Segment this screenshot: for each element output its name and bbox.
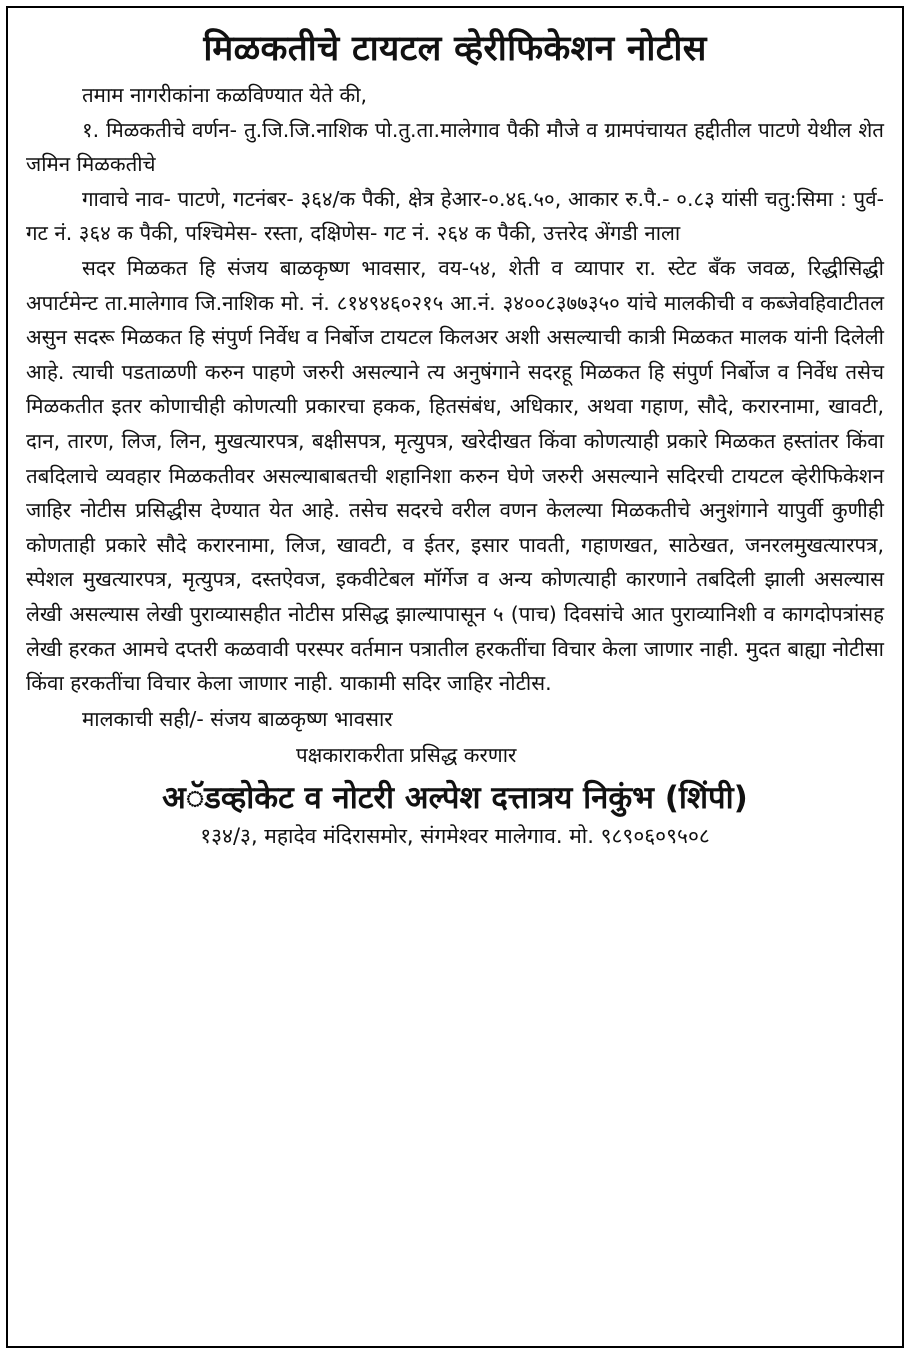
notice-box [6,6,904,1348]
property-description: १. मिळकतीचे वर्णन- तु.जि.जि.नाशिक पो.तु.ता.मालेगाव पैकी मौजे व ग्रामपंचायत हद्दीतील पाटणे येथील शेत जमिन मिळकतीचे [26,117,884,177]
owner-signature: मालकाची सही/- संजय बाळकृष्ण भावसार [82,706,393,731]
advocate-address: १३४/३, महादेव मंदिरासमोर, संगमेश्वर मालेगाव. मो. ९८९०६०९५०८ [200,823,710,848]
publisher-note: पक्षकाराकरीता प्रसिद्ध करणार [296,742,517,767]
advocate-name: अॅडव्होकेट व नोटरी अल्पेश दत्तात्रय निकुंभ (शिंपी) [162,779,748,816]
signature-block [26,701,884,773]
notice-title: मिळकतीचे टायटल व्हेरीफिकेशन नोटीस [203,29,707,69]
notice-body: सदर मिळकत हि संजय बाळकृष्ण भावसार, वय-५४, शेती व व्यापार रा. स्टेट बँक जवळ, रिद्धीसिद्धी अपार्टमेन्ट ता.मालेगाव जि.नाशिक मो. नं. ८१४९४६०२१५ आ.नं. ३४००८३७७३५० यांचे मालकीची व कब्जेवहिवाटीतल असुन सदरू मिळकत हि संपुर्ण निर्वेध व निर्बोज टायटल किलअर अशी असल्याची कात्री मिळकत मालक यांनी दिलेली आहे. त्याची पडताळणी करुन पाहणे जरुरी असल्याने त्य अनुषंगाने सदरहू मिळकत हि संपुर्ण निर्बोज व निर्वेध तसेच मिळकतीत इतर कोणाचीही कोणत्याी प्रकारचा हकक, हितसंबंध, अधिकार, अथवा गहाण, सौदे, करारनामा, खावटी, दान, तारण, लिज, लिन, मुखत्यारपत्र, बक्षीसपत्र, मृत्युपत्र, खरेदीखत किंवा कोणत्याही प्रकारे मिळकत हस्तांतर किंवा तबदिलाचे व्यवहार मिळकतीवर असल्याबाबतची शहानिशा करुन घेणे जरुरी असल्याने सदिरची टायटल व्हेरीफिकेशन जाहिर नोटीस प्रसिद्धीस देण्यात येत आहे. तसेच सदरचे वरील वणन केलल्या मिळकतीचे अनुशंगाने यापुर्वी कुणीही कोणताही प्रकारे सौदे करारनामा, लिज, खावटी, व ईतर, इसार पावती, गहाणखत, साठेखत, जनरलमुखत्यारपत्र, स्पेशल मुखत्यारपत्र, मृत्युपत्र, दस्तऐवज, इकवीटेबल मॉर्गेज व अन्य कोणत्याही कारणाने तबदिली झाली असल्यास लेखी असल्यास लेखी पुराव्यासहीत नोटीस प्रसिद्ध झाल्यापासून ५ (पाच) दिवसांचे आत पुराव्यानिशी व कागदोपत्रांसह लेखी हरकत आमचे दप्तरी कळवावी परस्पर वर्तमान पत्रातील हरकतींचा विचार केला जाणार नाही. मुदत बाह्या नोटीसा किंवा हरकतींचा विचार केला जाणार नाही. याकामी सदिर जाहिर नोटीस. [26,255,884,696]
salutation: तमाम नागरीकांना कळविण्यात येते की, [82,83,368,107]
property-details: गावाचे नाव- पाटणे, गटनंबर- ३६४/क पैकी, क्षेत्र हेआर-०.४६.५०, आकार रु.पै.- ०.८३ यांसी चतु:सिमा : पुर्व- गट नं. ३६४ क पैकी, पश्चिमेस- रस्ता, दक्षिणेस- गट नं. २६४ क पैकी, उत्तरेद अेंगडी नाला [26,186,885,246]
